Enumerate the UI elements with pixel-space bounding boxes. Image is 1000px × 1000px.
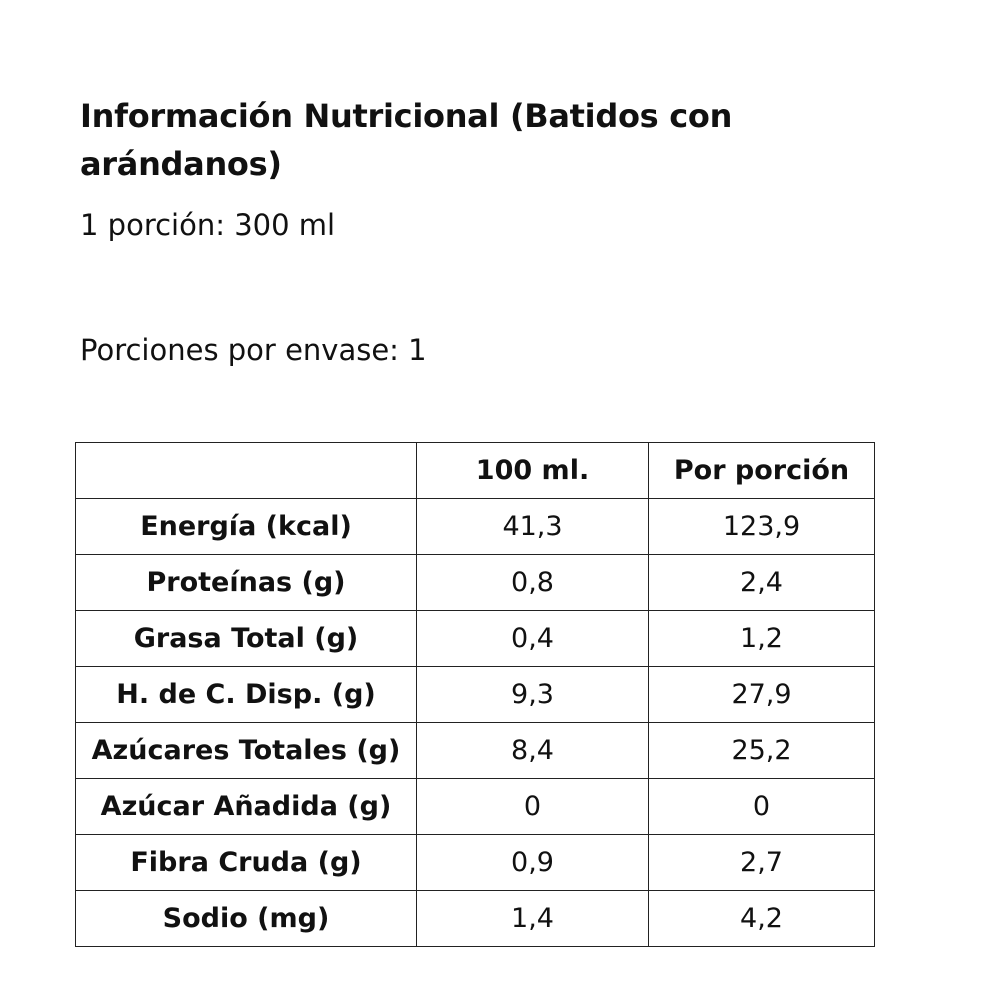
table-row (76, 835, 875, 891)
table-row (76, 555, 875, 611)
value-per-100ml: 0,9 (417, 835, 649, 891)
table-row (76, 779, 875, 835)
value-per-100ml: 8,4 (417, 723, 649, 779)
value-per-100ml: 1,4 (417, 891, 649, 947)
table-row (76, 723, 875, 779)
value-per-100ml: 0,4 (417, 611, 649, 667)
header-per-serving: Por porción (649, 443, 875, 499)
table-row (76, 891, 875, 947)
nutrient-name: Azúcar Añadida (g) (76, 779, 417, 835)
value-per-serving: 123,9 (649, 499, 875, 555)
value-per-serving: 25,2 (649, 723, 875, 779)
value-per-100ml: 0,8 (417, 555, 649, 611)
nutrient-name: Azúcares Totales (g) (76, 723, 417, 779)
nutrition-table (75, 442, 875, 947)
header-nutrient (76, 443, 417, 499)
nutrient-name: Fibra Cruda (g) (76, 835, 417, 891)
table-row (76, 499, 875, 555)
nutrient-name: Energía (kcal) (76, 499, 417, 555)
table-row (76, 667, 875, 723)
value-per-serving: 2,4 (649, 555, 875, 611)
value-per-serving: 0 (649, 779, 875, 835)
value-per-serving: 2,7 (649, 835, 875, 891)
nutrient-name: H. de C. Disp. (g) (76, 667, 417, 723)
page-title: Información Nutricional (Batidos con arándanos) (80, 97, 733, 183)
value-per-100ml: 0 (417, 779, 649, 835)
value-per-serving: 27,9 (649, 667, 875, 723)
nutrient-name: Sodio (mg) (76, 891, 417, 947)
table-header-row (76, 443, 875, 499)
value-per-100ml: 41,3 (417, 499, 649, 555)
servings-per-container: Porciones por envase: 1 (80, 333, 427, 367)
nutrient-name: Grasa Total (g) (76, 611, 417, 667)
value-per-serving: 4,2 (649, 891, 875, 947)
value-per-serving: 1,2 (649, 611, 875, 667)
header-per-100ml: 100 ml. (417, 443, 649, 499)
value-per-100ml: 9,3 (417, 667, 649, 723)
nutrient-name: Proteínas (g) (76, 555, 417, 611)
serving-size: 1 porción: 300 ml (80, 208, 336, 242)
table-row (76, 611, 875, 667)
